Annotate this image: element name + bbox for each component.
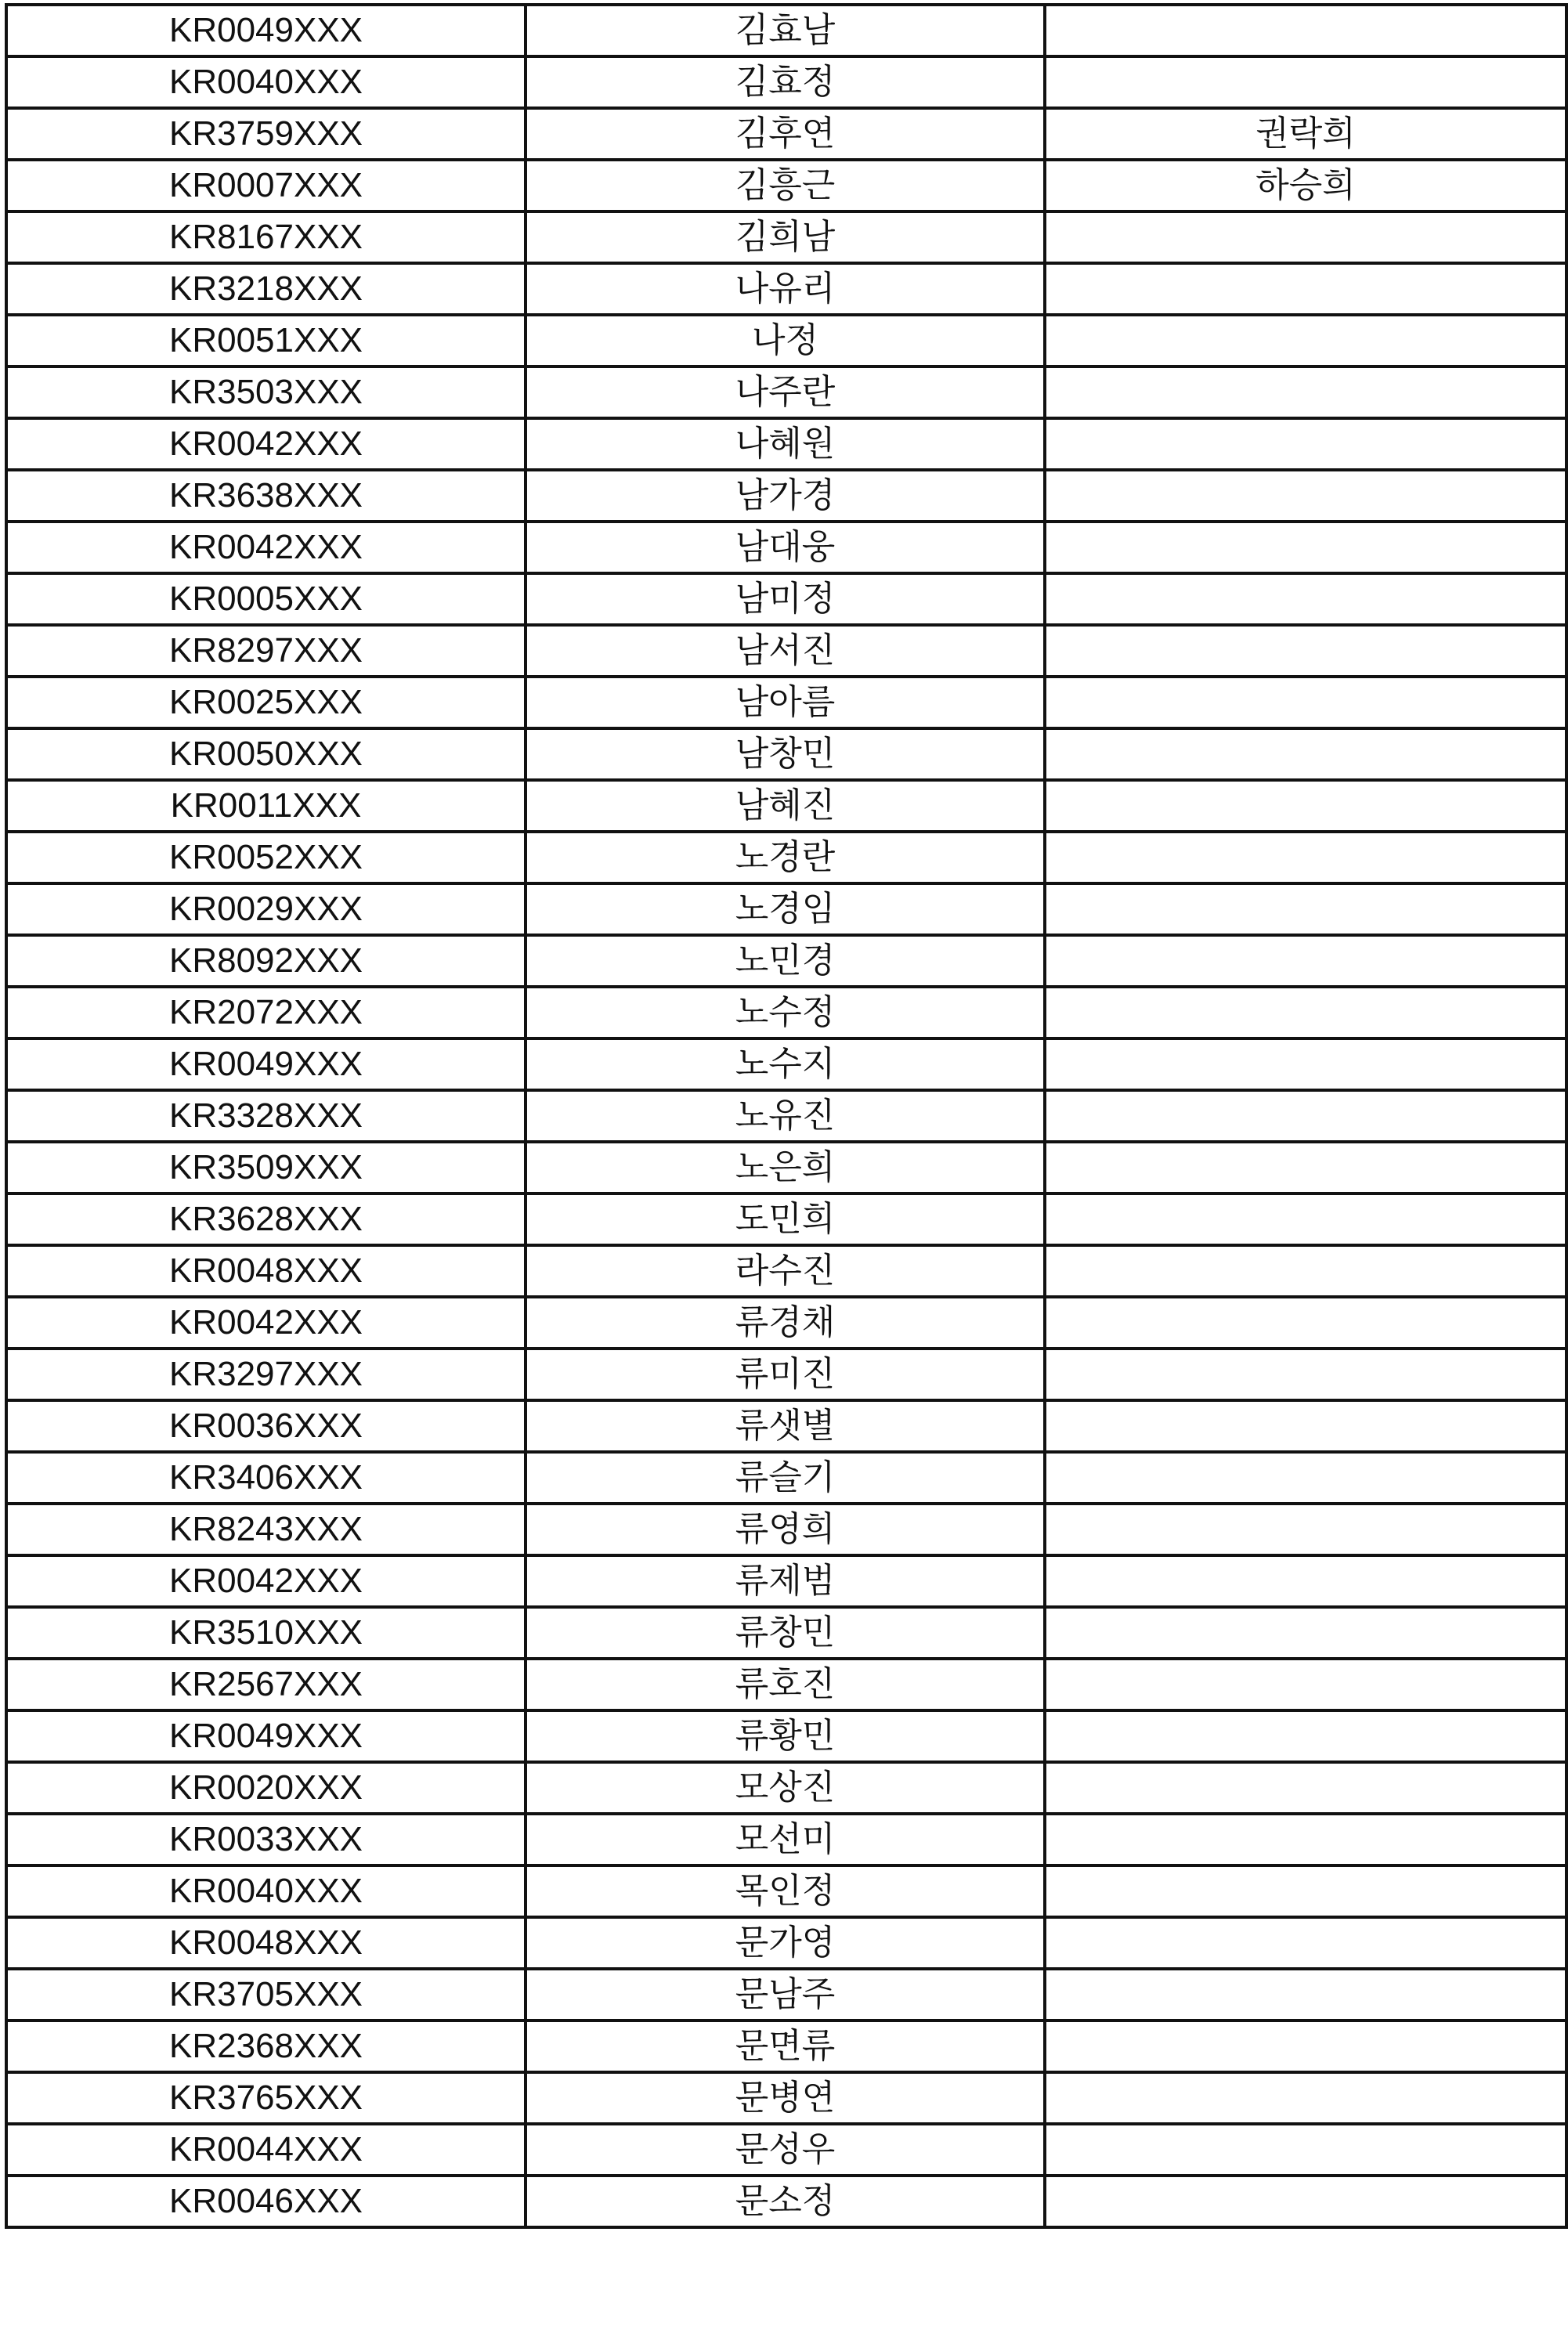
table-row xyxy=(6,1969,1566,2021)
registration-id-cell: KR0020XXX xyxy=(6,1762,526,1814)
table-row xyxy=(6,780,1566,832)
registration-id-cell: KR3328XXX xyxy=(6,1090,526,1142)
table-row xyxy=(6,418,1566,470)
table-row xyxy=(6,987,1566,1038)
registration-id-cell: KR0048XXX xyxy=(6,1245,526,1297)
table-row xyxy=(6,573,1566,625)
note-cell xyxy=(1045,1349,1566,1400)
name-cell: 남아름 xyxy=(526,677,1045,728)
note-cell xyxy=(1045,987,1566,1038)
note-cell xyxy=(1045,1297,1566,1349)
name-cell: 남가경 xyxy=(526,470,1045,522)
registration-id-cell: KR0051XXX xyxy=(6,315,526,367)
registration-id-cell: KR3503XXX xyxy=(6,367,526,418)
note-cell xyxy=(1045,573,1566,625)
registration-id-cell: KR0040XXX xyxy=(6,1865,526,1917)
table-row xyxy=(6,1245,1566,1297)
table-row xyxy=(6,1607,1566,1659)
registration-id-cell: KR8243XXX xyxy=(6,1504,526,1555)
table-row xyxy=(6,2124,1566,2176)
note-cell xyxy=(1045,1245,1566,1297)
table-row xyxy=(6,2072,1566,2124)
name-cell: 류미진 xyxy=(526,1349,1045,1400)
name-cell: 류슬기 xyxy=(526,1452,1045,1504)
registration-id-cell: KR0040XXX xyxy=(6,56,526,108)
note-cell xyxy=(1045,367,1566,418)
registration-id-cell: KR2368XXX xyxy=(6,2021,526,2072)
registration-id-cell: KR3628XXX xyxy=(6,1194,526,1245)
note-cell xyxy=(1045,211,1566,263)
registration-id-cell: KR0049XXX xyxy=(6,1038,526,1090)
name-cell: 나정 xyxy=(526,315,1045,367)
registration-id-cell: KR3297XXX xyxy=(6,1349,526,1400)
note-cell xyxy=(1045,1400,1566,1452)
name-cell: 김희남 xyxy=(526,211,1045,263)
name-cell: 류황민 xyxy=(526,1710,1045,1762)
note-cell xyxy=(1045,832,1566,883)
table-row xyxy=(6,1555,1566,1607)
registration-id-cell: KR3638XXX xyxy=(6,470,526,522)
note-cell xyxy=(1045,883,1566,935)
table-row xyxy=(6,1659,1566,1710)
note-cell xyxy=(1045,1452,1566,1504)
table-row xyxy=(6,1504,1566,1555)
registry-table-body xyxy=(6,5,1566,2227)
name-cell: 나유리 xyxy=(526,263,1045,315)
name-cell: 도민희 xyxy=(526,1194,1045,1245)
note-cell xyxy=(1045,522,1566,573)
table-row xyxy=(6,1917,1566,1969)
table-row xyxy=(6,677,1566,728)
note-cell xyxy=(1045,263,1566,315)
name-cell: 류경채 xyxy=(526,1297,1045,1349)
name-cell: 류창민 xyxy=(526,1607,1045,1659)
table-row xyxy=(6,108,1566,160)
note-cell xyxy=(1045,1762,1566,1814)
table-row xyxy=(6,1452,1566,1504)
note-cell xyxy=(1045,1865,1566,1917)
registration-id-cell: KR0044XXX xyxy=(6,2124,526,2176)
note-cell xyxy=(1045,2072,1566,2124)
registration-id-cell: KR8167XXX xyxy=(6,211,526,263)
registration-id-cell: KR3765XXX xyxy=(6,2072,526,2124)
table-row xyxy=(6,1142,1566,1194)
note-cell xyxy=(1045,1090,1566,1142)
table-row xyxy=(6,1297,1566,1349)
name-cell: 노경란 xyxy=(526,832,1045,883)
table-row xyxy=(6,1090,1566,1142)
table-row xyxy=(6,625,1566,677)
table-row xyxy=(6,1762,1566,1814)
registration-id-cell: KR3218XXX xyxy=(6,263,526,315)
registration-id-cell: KR0033XXX xyxy=(6,1814,526,1865)
name-cell: 노민경 xyxy=(526,935,1045,987)
registration-id-cell: KR0042XXX xyxy=(6,1555,526,1607)
registration-id-cell: KR3509XXX xyxy=(6,1142,526,1194)
note-cell xyxy=(1045,56,1566,108)
note-cell xyxy=(1045,1607,1566,1659)
registration-id-cell: KR0052XXX xyxy=(6,832,526,883)
note-cell xyxy=(1045,1142,1566,1194)
name-cell: 노수정 xyxy=(526,987,1045,1038)
table-row xyxy=(6,883,1566,935)
name-cell: 노경임 xyxy=(526,883,1045,935)
note-cell xyxy=(1045,1504,1566,1555)
registry-table xyxy=(5,3,1568,2229)
name-cell: 문남주 xyxy=(526,1969,1045,2021)
name-cell: 김후연 xyxy=(526,108,1045,160)
table-row xyxy=(6,5,1566,56)
registration-id-cell: KR0049XXX xyxy=(6,5,526,56)
note-cell xyxy=(1045,418,1566,470)
registration-id-cell: KR0029XXX xyxy=(6,883,526,935)
name-cell: 문성우 xyxy=(526,2124,1045,2176)
table-row xyxy=(6,1194,1566,1245)
name-cell: 모선미 xyxy=(526,1814,1045,1865)
registration-id-cell: KR2567XXX xyxy=(6,1659,526,1710)
table-row xyxy=(6,728,1566,780)
note-cell xyxy=(1045,1710,1566,1762)
registration-id-cell: KR0025XXX xyxy=(6,677,526,728)
table-row xyxy=(6,160,1566,211)
registration-id-cell: KR3406XXX xyxy=(6,1452,526,1504)
note-cell xyxy=(1045,470,1566,522)
registration-id-cell: KR0005XXX xyxy=(6,573,526,625)
name-cell: 남미정 xyxy=(526,573,1045,625)
name-cell: 김효남 xyxy=(526,5,1045,56)
note-cell: 권락희 xyxy=(1045,108,1566,160)
table-row xyxy=(6,470,1566,522)
registration-id-cell: KR0042XXX xyxy=(6,1297,526,1349)
note-cell xyxy=(1045,1917,1566,1969)
registration-id-cell: KR0050XXX xyxy=(6,728,526,780)
name-cell: 남서진 xyxy=(526,625,1045,677)
name-cell: 노유진 xyxy=(526,1090,1045,1142)
table-row xyxy=(6,367,1566,418)
registration-id-cell: KR8297XXX xyxy=(6,625,526,677)
note-cell xyxy=(1045,1194,1566,1245)
name-cell: 김흥근 xyxy=(526,160,1045,211)
registration-id-cell: KR0011XXX xyxy=(6,780,526,832)
table-row xyxy=(6,1710,1566,1762)
table-row xyxy=(6,2176,1566,2227)
table-row xyxy=(6,1038,1566,1090)
note-cell xyxy=(1045,780,1566,832)
name-cell: 문가영 xyxy=(526,1917,1045,1969)
table-row xyxy=(6,1814,1566,1865)
note-cell: 하승희 xyxy=(1045,160,1566,211)
note-cell xyxy=(1045,2176,1566,2227)
note-cell xyxy=(1045,1038,1566,1090)
name-cell: 남대웅 xyxy=(526,522,1045,573)
table-row xyxy=(6,832,1566,883)
name-cell: 라수진 xyxy=(526,1245,1045,1297)
name-cell: 모상진 xyxy=(526,1762,1045,1814)
name-cell: 김효정 xyxy=(526,56,1045,108)
name-cell: 류샛별 xyxy=(526,1400,1045,1452)
registration-id-cell: KR2072XXX xyxy=(6,987,526,1038)
table-row xyxy=(6,263,1566,315)
registration-id-cell: KR8092XXX xyxy=(6,935,526,987)
registration-id-cell: KR0042XXX xyxy=(6,522,526,573)
note-cell xyxy=(1045,1969,1566,2021)
registration-id-cell: KR0046XXX xyxy=(6,2176,526,2227)
note-cell xyxy=(1045,935,1566,987)
note-cell xyxy=(1045,728,1566,780)
note-cell xyxy=(1045,1555,1566,1607)
note-cell xyxy=(1045,315,1566,367)
table-row xyxy=(6,522,1566,573)
table-row xyxy=(6,211,1566,263)
note-cell xyxy=(1045,1814,1566,1865)
registration-id-cell: KR3510XXX xyxy=(6,1607,526,1659)
name-cell: 류영희 xyxy=(526,1504,1045,1555)
name-cell: 류제범 xyxy=(526,1555,1045,1607)
table-row xyxy=(6,1349,1566,1400)
name-cell: 문병연 xyxy=(526,2072,1045,2124)
note-cell xyxy=(1045,625,1566,677)
table-row xyxy=(6,1400,1566,1452)
name-cell: 노수지 xyxy=(526,1038,1045,1090)
note-cell xyxy=(1045,1659,1566,1710)
note-cell xyxy=(1045,5,1566,56)
table-row xyxy=(6,315,1566,367)
note-cell xyxy=(1045,677,1566,728)
table-row xyxy=(6,2021,1566,2072)
name-cell: 류호진 xyxy=(526,1659,1045,1710)
name-cell: 나주란 xyxy=(526,367,1045,418)
note-cell xyxy=(1045,2124,1566,2176)
name-cell: 남창민 xyxy=(526,728,1045,780)
name-cell: 나혜원 xyxy=(526,418,1045,470)
registration-id-cell: KR0007XXX xyxy=(6,160,526,211)
name-cell: 노은희 xyxy=(526,1142,1045,1194)
registration-id-cell: KR0049XXX xyxy=(6,1710,526,1762)
registration-id-cell: KR3759XXX xyxy=(6,108,526,160)
name-cell: 문면류 xyxy=(526,2021,1045,2072)
name-cell: 목인정 xyxy=(526,1865,1045,1917)
table-row xyxy=(6,935,1566,987)
registration-id-cell: KR0042XXX xyxy=(6,418,526,470)
registration-id-cell: KR0048XXX xyxy=(6,1917,526,1969)
registration-id-cell: KR3705XXX xyxy=(6,1969,526,2021)
note-cell xyxy=(1045,2021,1566,2072)
name-cell: 문소정 xyxy=(526,2176,1045,2227)
registration-id-cell: KR0036XXX xyxy=(6,1400,526,1452)
table-row xyxy=(6,56,1566,108)
table-row xyxy=(6,1865,1566,1917)
name-cell: 남혜진 xyxy=(526,780,1045,832)
